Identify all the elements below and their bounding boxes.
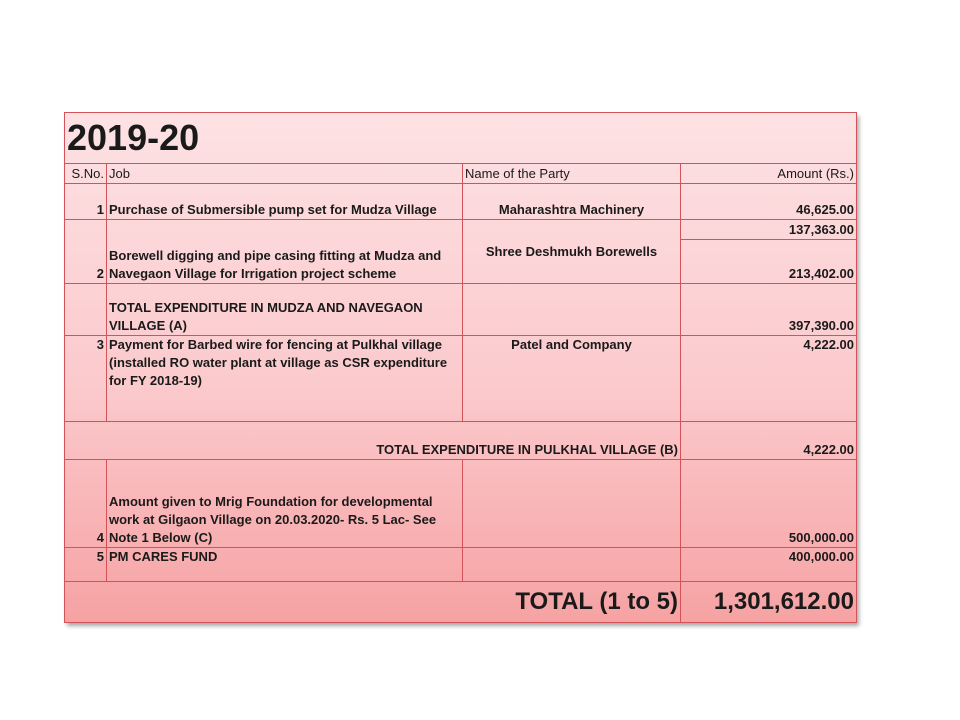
row-5-job: PM CARES FUND <box>107 548 463 582</box>
subtotal-b-label: TOTAL EXPENDITURE IN PULKHAL VILLAGE (B) <box>65 422 681 460</box>
row-1-job: Purchase of Submersible pump set for Mudza Village <box>107 184 463 220</box>
subtotal-a-amount: 397,390.00 <box>681 284 857 336</box>
expenditure-table <box>64 112 857 623</box>
header-party: Name of the Party <box>463 164 681 184</box>
row-2-amount-b: 213,402.00 <box>681 240 857 284</box>
row-5-amount: 400,000.00 <box>681 548 857 582</box>
row-3-party: Patel and Company <box>463 336 681 422</box>
row-3-job: Payment for Barbed wire for fencing at Pulkhal village (installed RO water plant at village as CSR expenditure for FY 2018-19) <box>107 336 463 422</box>
row-2-sno: 2 <box>65 220 107 284</box>
subtotal-b-amount: 4,222.00 <box>681 422 857 460</box>
row-5-party-blank <box>463 548 681 582</box>
grand-total-amount: 1,301,612.00 <box>681 582 857 623</box>
header-amount: Amount (Rs.) <box>681 164 857 184</box>
subtotal-a-party-blank <box>463 284 681 336</box>
row-3-amount: 4,222.00 <box>681 336 857 422</box>
row-2-party: Shree Deshmukh Borewells <box>463 220 681 284</box>
subtotal-a-sno-blank <box>65 284 107 336</box>
grand-total-label: TOTAL (1 to 5) <box>65 582 681 623</box>
row-4-job: Amount given to Mrig Foundation for developmental work at Gilgaon Village on 20.03.2020- Rs. 5 Lac- See Note 1 Below (C) <box>107 460 463 548</box>
row-4-sno: 4 <box>65 460 107 548</box>
subtotal-a-label: TOTAL EXPENDITURE IN MUDZA AND NAVEGAON VILLAGE (A) <box>107 284 463 336</box>
row-1-sno: 1 <box>65 184 107 220</box>
row-2-amount-a: 137,363.00 <box>681 220 857 240</box>
row-3-sno: 3 <box>65 336 107 422</box>
row-4-amount: 500,000.00 <box>681 460 857 548</box>
header-sno: S.No. <box>65 164 107 184</box>
header-job: Job <box>107 164 463 184</box>
row-2-job: Borewell digging and pipe casing fitting at Mudza and Navegaon Village for Irrigation project scheme <box>107 220 463 284</box>
expenditure-table-container <box>64 112 856 622</box>
row-4-party-blank <box>463 460 681 548</box>
row-5-sno: 5 <box>65 548 107 582</box>
row-1-amount: 46,625.00 <box>681 184 857 220</box>
year-title: 2019-20 <box>65 113 857 164</box>
row-1-party: Maharashtra Machinery <box>463 184 681 220</box>
